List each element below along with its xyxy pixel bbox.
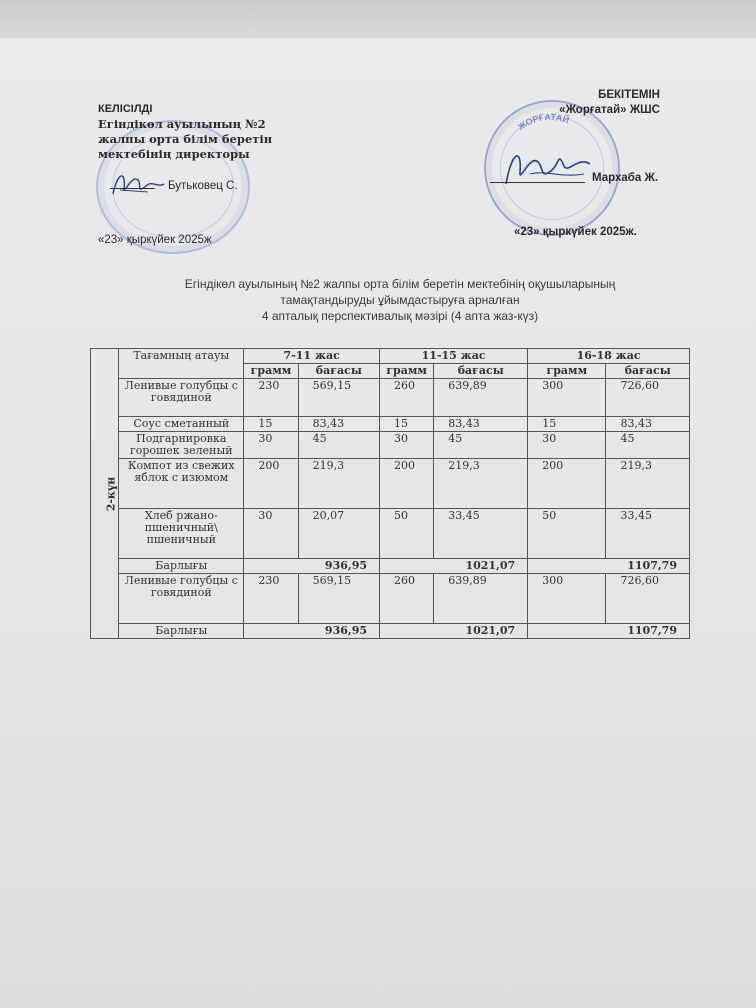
total-row <box>91 559 690 574</box>
price-value: 20,07 <box>298 509 379 559</box>
total-value-7-11: 936,95 <box>244 624 380 639</box>
price-value: 83,43 <box>298 417 379 432</box>
gram-value: 260 <box>380 574 434 624</box>
approval-right-block <box>559 88 660 118</box>
price-value: 219,3 <box>606 459 690 509</box>
left-signature-line <box>110 188 155 189</box>
table-row <box>91 509 690 559</box>
dish-name: Ленивые голубцы с говядиной <box>119 379 244 417</box>
gram-value: 260 <box>380 379 434 417</box>
price-value: 639,89 <box>434 379 528 417</box>
left-date: «23» қыркүйек 2025ж <box>98 234 212 246</box>
total-value-7-11: 936,95 <box>244 559 380 574</box>
total-value-11-15: 1021,07 <box>380 624 528 639</box>
total-value-16-18: 1107,79 <box>528 624 690 639</box>
left-signer-name: Бутьковец С. <box>168 180 238 192</box>
gram-value: 300 <box>528 379 606 417</box>
gram-value: 300 <box>528 574 606 624</box>
price-value: 33,45 <box>434 509 528 559</box>
document-title <box>130 276 670 324</box>
approval-left-line2: жалпы орта білім беретін <box>98 132 273 146</box>
gram-value: 30 <box>380 432 434 459</box>
approval-left-line1: Егіндікөл ауылының №2 <box>98 117 266 131</box>
price-value: 33,45 <box>606 509 690 559</box>
right-date: «23» қыркүйек 2025ж. <box>514 226 637 238</box>
header-dish-name: Тағамның атауы <box>119 349 244 379</box>
day-label: 2-күн <box>104 476 118 511</box>
gram-value: 230 <box>244 574 298 624</box>
price-value: 219,3 <box>298 459 379 509</box>
menu-table <box>90 348 690 639</box>
header-gram: грамм <box>528 364 606 379</box>
price-value: 45 <box>434 432 528 459</box>
header-gram: грамм <box>380 364 434 379</box>
price-value: 569,15 <box>298 574 379 624</box>
table-header-row <box>91 349 690 364</box>
title-line1: Егіндікөл ауылының №2 жалпы орта білім беретін мектебінің оқушыларының <box>184 277 616 291</box>
title-line2: тамақтандыруды ұйымдастыруға арналған <box>280 293 520 307</box>
approver-signature <box>500 144 596 192</box>
dish-name: Хлеб ржано-пшеничный\ пшеничный <box>119 509 244 559</box>
dish-name: Компот из свежих яблок с изюмом <box>119 459 244 509</box>
gram-value: 15 <box>528 417 606 432</box>
day-label-cell <box>91 349 119 639</box>
price-value: 45 <box>606 432 690 459</box>
gram-value: 200 <box>244 459 298 509</box>
gram-value: 50 <box>528 509 606 559</box>
table-row <box>91 432 690 459</box>
header-gram: грамм <box>244 364 298 379</box>
dish-name: Подгарнировка горошек зеленый <box>119 432 244 459</box>
director-signature <box>108 166 168 202</box>
price-value: 83,43 <box>434 417 528 432</box>
dish-name: Ленивые голубцы с говядиной <box>119 574 244 624</box>
gram-value: 230 <box>244 379 298 417</box>
dish-name: Соус сметанный <box>119 417 244 432</box>
gram-value: 200 <box>528 459 606 509</box>
gram-value: 30 <box>244 509 298 559</box>
approval-left-title: КЕЛІСІЛДІ <box>98 103 153 115</box>
price-value: 726,60 <box>606 379 690 417</box>
price-value: 83,43 <box>606 417 690 432</box>
price-value: 219,3 <box>434 459 528 509</box>
total-value-11-15: 1021,07 <box>380 559 528 574</box>
right-signature-line <box>490 182 585 183</box>
header-price: бағасы <box>434 364 528 379</box>
header-price: бағасы <box>298 364 379 379</box>
price-value: 639,89 <box>434 574 528 624</box>
price-value: 45 <box>298 432 379 459</box>
svg-text:ЖОРҒАТАЙ: ЖОРҒАТАЙ <box>516 111 571 133</box>
header-age-group-3: 16-18 жас <box>528 349 690 364</box>
approval-right-org: «Жорғатай» ЖШС <box>559 104 660 116</box>
right-signer-name: Мархаба Ж. <box>592 172 659 184</box>
table-row <box>91 574 690 624</box>
approval-left-block <box>98 102 272 162</box>
table-row <box>91 459 690 509</box>
gram-value: 200 <box>380 459 434 509</box>
approval-right-title: БЕКІТЕМІН <box>598 89 660 101</box>
gram-value: 30 <box>244 432 298 459</box>
approval-left-line3: мектебінің директоры <box>98 147 250 161</box>
gram-value: 30 <box>528 432 606 459</box>
gram-value: 15 <box>244 417 298 432</box>
table-row <box>91 379 690 417</box>
total-row <box>91 624 690 639</box>
gram-value: 15 <box>380 417 434 432</box>
header-age-group-1: 7-11 жас <box>244 349 380 364</box>
total-value-16-18: 1107,79 <box>528 559 690 574</box>
price-value: 569,15 <box>298 379 379 417</box>
table-row <box>91 417 690 432</box>
total-label: Барлығы <box>119 559 244 574</box>
header-age-group-2: 11-15 жас <box>380 349 528 364</box>
gram-value: 50 <box>380 509 434 559</box>
price-value: 726,60 <box>606 574 690 624</box>
header-price: бағасы <box>606 364 690 379</box>
total-label: Барлығы <box>119 624 244 639</box>
title-line3: 4 апталық перспективалық мәзірі (4 апта жаз-күз) <box>261 309 539 323</box>
